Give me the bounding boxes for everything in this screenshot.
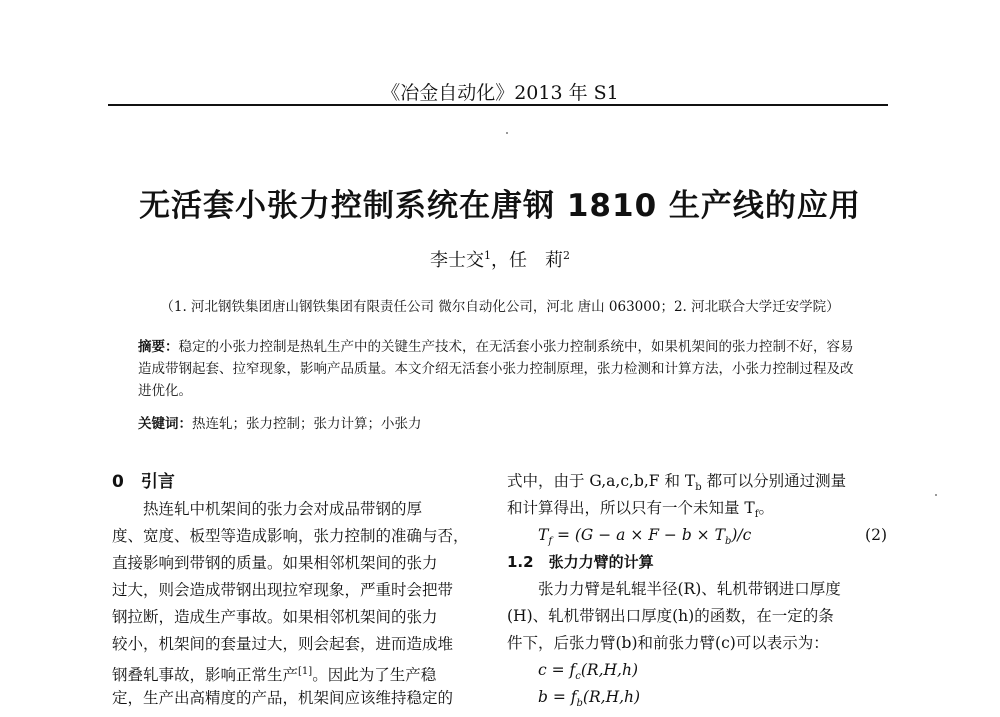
subscript: b	[695, 482, 702, 494]
equation-2	[507, 522, 887, 549]
subscript: b	[724, 536, 732, 548]
formula-rhs: (R,H,h)	[580, 661, 638, 679]
subscript: b	[576, 698, 583, 710]
body-line: 定，生产出高精度的产品，机架间应该维持稳定的	[112, 689, 454, 707]
abstract-text: 稳定的小张力控制是热轧生产中的关键生产技术，在无活套小张力控制系统中，如果机架间的张力控制不好，容易造成带钢起套、拉窄现象，影响产品质量。本文介绍无活套小张力控制原理，张力检测和计算方法，小张力控制过程及改进优化。	[138, 339, 854, 399]
subscript: c	[575, 671, 581, 683]
scan-speck	[935, 494, 937, 496]
body-line: 过大，则会造成带钢出现拉窄现象，严重时会把带	[112, 581, 454, 599]
body-text: 式中，由于 G,a,c,b,F 和 T	[507, 472, 696, 490]
formula-rhs: (R,H,h)	[582, 688, 641, 706]
body-line: 热连轧中机架间的张力会对成品带钢的厚	[143, 500, 423, 518]
equation-body	[538, 522, 751, 549]
paper-title: 无活套小张力控制系统在唐钢 1810 生产线的应用	[139, 188, 861, 224]
abstract	[138, 336, 858, 402]
section-heading-intro: 0 引言	[112, 472, 175, 492]
formula-lhs: b = f	[538, 688, 577, 706]
body-text: 都可以分别通过测量	[701, 472, 847, 490]
right-column	[507, 468, 887, 711]
equation-rhs: = (G − a × F − b × T	[552, 526, 725, 544]
left-column	[112, 468, 482, 712]
header-rule	[108, 104, 888, 106]
body-line: 较小，机架间的套量过大，则会起套，进而造成堆	[112, 635, 454, 653]
author-1-affil-mark: 1	[484, 249, 491, 262]
body-text: 。	[758, 499, 774, 517]
formula-lhs: c = f	[538, 661, 576, 679]
abstract-label: 摘要：	[138, 339, 179, 355]
equation-lhs: T	[538, 526, 549, 544]
affiliations: （1. 河北钢铁集团唐山钢铁集团有限责任公司 微尔自动化公司，河北 唐山 063000；2. 河北联合大学迁安学院）	[160, 299, 840, 315]
keywords-label: 关键词：	[138, 416, 192, 432]
author-line	[0, 246, 1000, 272]
formula-c	[507, 657, 887, 684]
body-line: 件下，后张力臂(b)和前张力臂(c)可以表示为：	[507, 634, 829, 652]
body-line: 度、宽度、板型等造成影响，张力控制的准确与否，	[112, 527, 469, 545]
author-2: 任 莉	[509, 250, 563, 271]
body-line: (H)、轧机带钢出口厚度(h)的函数，在一定的条	[507, 607, 834, 625]
author-separator: ，	[491, 250, 509, 271]
body-text: 和计算得出，所以只有一个未知量 T	[507, 499, 755, 517]
citation-ref: [1]	[298, 666, 313, 677]
formula-b	[507, 684, 887, 711]
subscript: f	[754, 509, 759, 521]
subscript: f	[548, 536, 553, 548]
body-line: 张力力臂是轧辊半径(R)、轧机带钢进口厚度	[538, 580, 841, 598]
author-2-affil-mark: 2	[563, 249, 570, 262]
body-text: 。因此为了生产稳	[312, 666, 437, 685]
scan-speck	[506, 132, 508, 134]
body-line: 直接影响到带钢的质量。如果相邻机架间的张力	[112, 554, 438, 572]
author-1: 李士交	[430, 250, 484, 271]
equation-number: (2)	[865, 526, 887, 544]
body-line: 钢拉断，造成生产事故。如果相邻机架间的张力	[112, 608, 438, 626]
body-line	[507, 495, 887, 522]
body-text: 钢叠轧事故，影响正常生产	[112, 666, 299, 685]
keywords	[138, 412, 858, 432]
body-line	[507, 468, 887, 495]
keywords-text: 热连轧；张力控制；张力计算；小张力	[192, 416, 422, 432]
equation-tail: )/c	[731, 526, 752, 544]
body-line	[112, 658, 482, 685]
subsection-heading: 1.2 张力力臂的计算	[507, 553, 654, 571]
journal-header: 《冶金自动化》2013 年 S1	[381, 82, 619, 104]
